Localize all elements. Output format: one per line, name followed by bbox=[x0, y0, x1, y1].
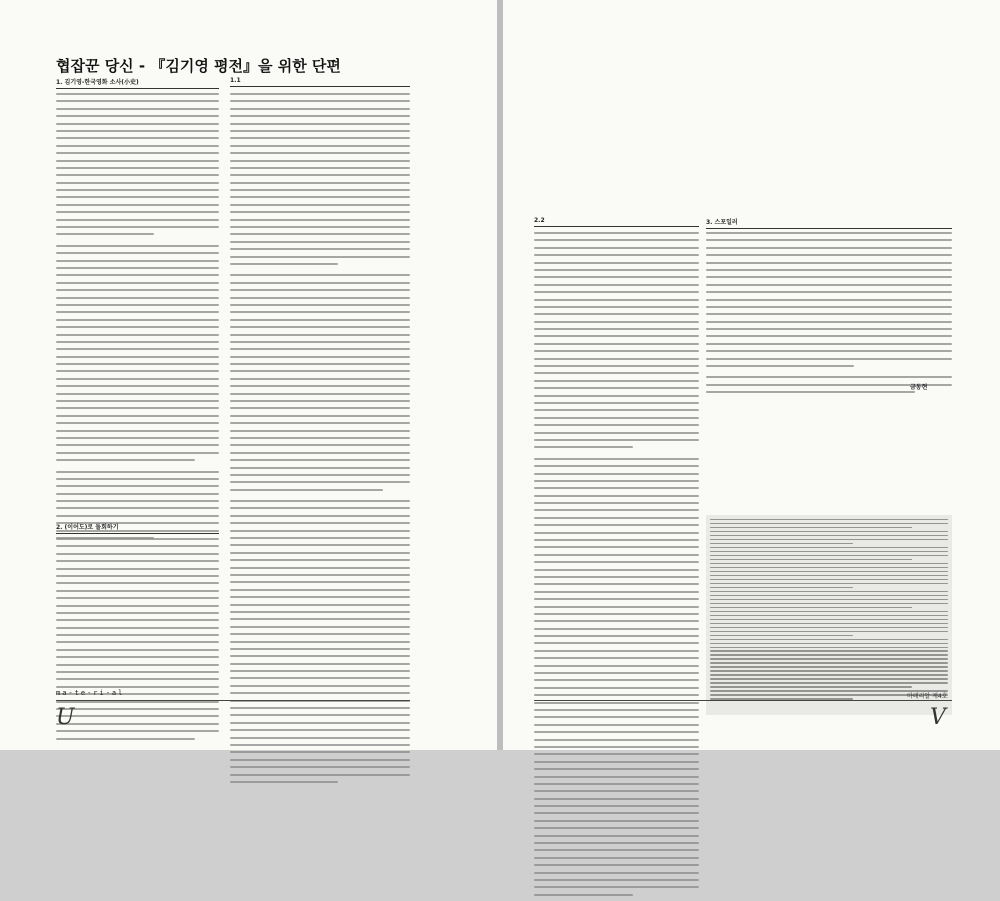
magazine-issue: 마테리알 제4호 bbox=[907, 693, 948, 700]
column-4-text bbox=[706, 232, 952, 399]
left-footer-rule bbox=[56, 700, 410, 701]
column-3-text bbox=[534, 232, 699, 901]
column-1-top-text bbox=[56, 93, 219, 544]
right-page-letter: V bbox=[930, 705, 946, 730]
author-signature bbox=[910, 382, 927, 391]
author-name: 금동현 bbox=[910, 384, 928, 391]
article-title: 협잡꾼 당신 - 『김기영 평전』을 위한 단편 bbox=[56, 57, 341, 75]
section-heading-1: 1. 김기영-한국영화 소사(小史) bbox=[56, 77, 219, 89]
left-page-letter: U bbox=[56, 705, 75, 730]
column-2-text bbox=[230, 93, 410, 788]
section-heading-2-2: 2.2 bbox=[534, 217, 699, 227]
section-heading-1-1: 1.1 bbox=[230, 77, 410, 87]
right-footer-rule bbox=[534, 700, 952, 701]
section-heading-3: 3. 스포일러 bbox=[706, 217, 952, 229]
magazine-brand: ma-te-ri-al bbox=[56, 689, 125, 697]
footnotes-box bbox=[706, 515, 952, 715]
column-1-bottom-text bbox=[56, 538, 219, 745]
section-heading-2: 2. (이어도)로 돌회하기 bbox=[56, 522, 219, 534]
